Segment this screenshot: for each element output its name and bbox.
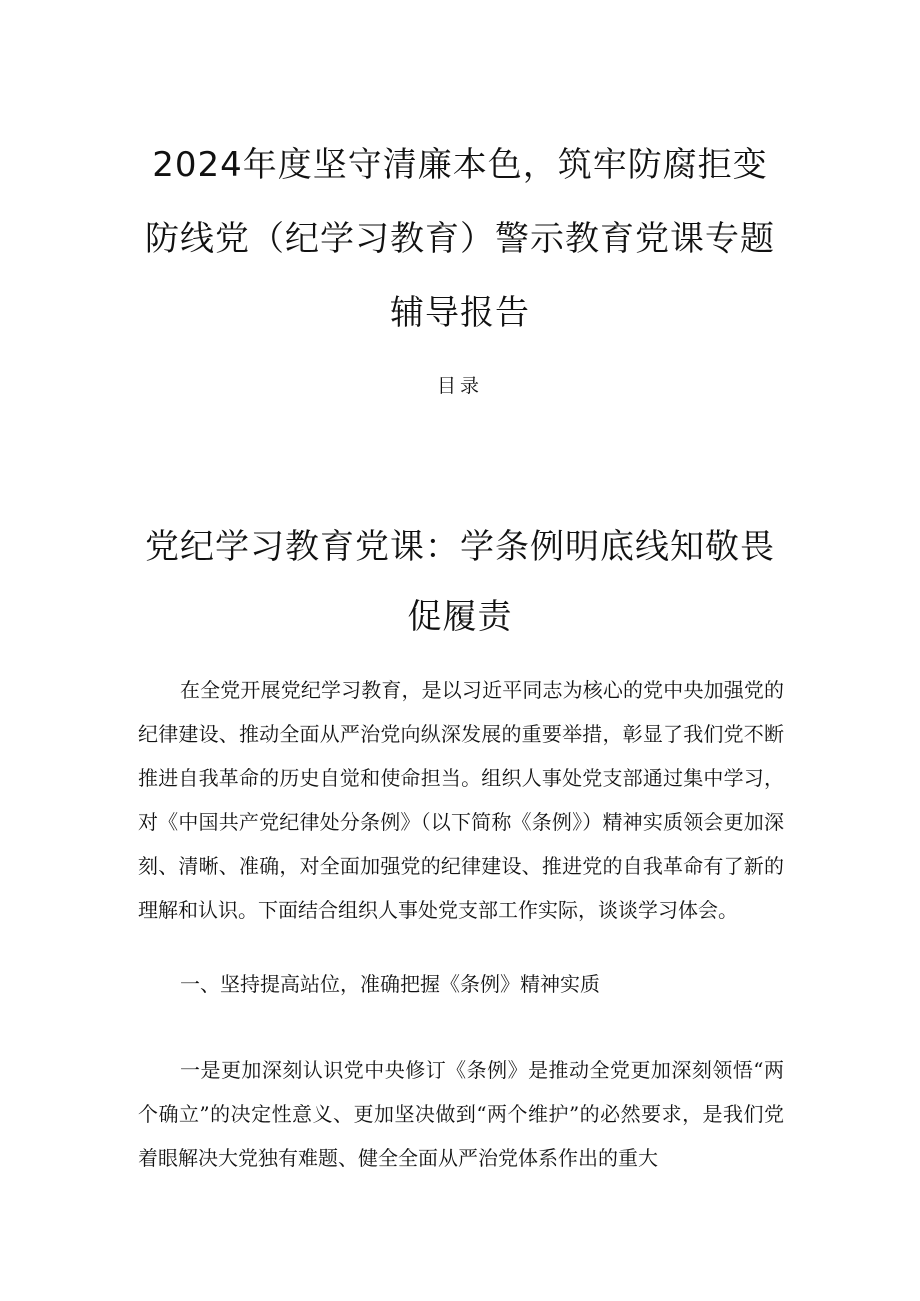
table-of-contents-label: 目录 [436,375,483,397]
section-heading: 一、坚持提高站位，准确把握《条例》精神实质 [180,972,600,996]
body-paragraph: 一是更加深刻认识党中央修订《条例》是推动全党更加深刻领悟“两个确立”的决定性意义、更加坚决做到“两个维护”的必然要求，是我们党着眼解决大党独有难题、健全全面从严治党体系作出的重大 [138,1058,784,1170]
section-title: 党纪学习教育党课：学条例明底线知敬畏促履责 [145,527,775,637]
body-paragraph: 在全党开展党纪学习教育，是以习近平同志为核心的党中央加强党的纪律建设、推动全面从严治党向纵深发展的重要举措，彰显了我们党不断推进自我革命的历史自觉和使命担当。组织人事处党支部通过集中学习，对《中国共产党纪律处分条例》（以下简称《条例》）精神实质领会更加深刻、清晰、准确，对全面加强党的纪律建设、推进党的自我革命有了新的理解和认识。下面结合组织人事处党支部工作实际，谈谈学习体会。 [138,678,784,922]
document-title: 2024年度坚守清廉本色，筑牢防腐拒变防线党（纪学习教育）警示教育党课专题辅导报告 [145,145,775,333]
